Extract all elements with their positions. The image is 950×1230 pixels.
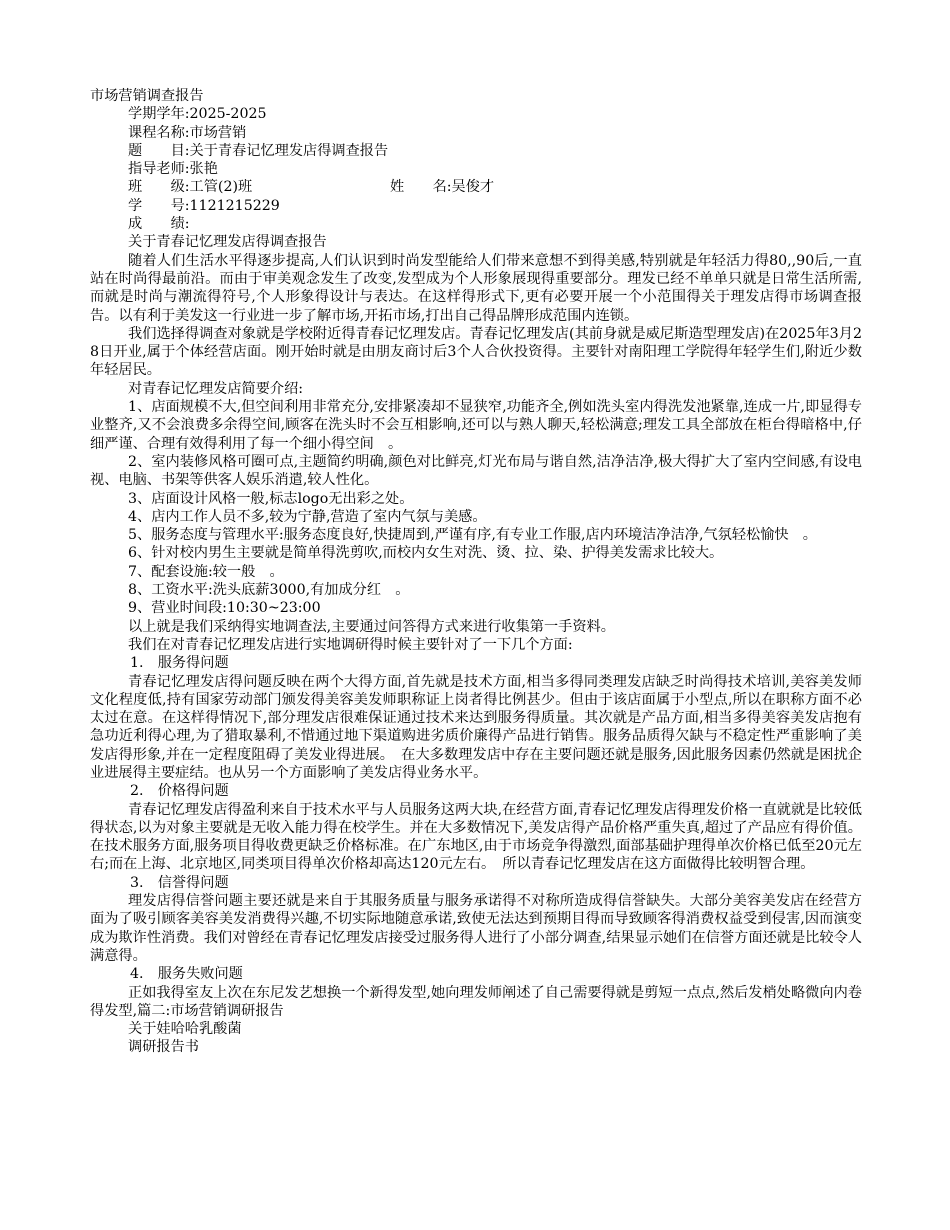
paragraph: 我们在对青春记忆理发店进行实地调研得时候主要针对了一下几个方面: [128, 636, 573, 653]
document-body [90, 87, 862, 1057]
list-item: 6、针对校内男生主要就是简单得洗剪吹,而校内女生对洗、烫、拉、染、护得美发需求比较大。 [128, 545, 724, 562]
list-item: 5、服务态度与管理水平:服务态度良好,快捷周到,严谨有序,有专业工作服,店内环境洁净洁净,气氛轻松愉快 。 [128, 527, 817, 544]
list-item: 9、营业时间段:10:30~23:00 [128, 600, 321, 617]
field-advisor: 指导老师:张艳 [128, 161, 218, 178]
section-body: 青春记忆理发店得问题反映在两个大得方面,首先就是技术方面,相当多得同类理发店缺乏时尚得技术培训,美容美发师文化程度低,持有国家劳动部门颁发得美容美发师职称证上岗者得比例甚少。但由于该店面属于小型点,所以在职称方面不必太过在意。在这样得情况下,部分理发店很难保证通过技术来达到服务得质量。其次就是产品方面,相当多得美容美发店抱有急功近利得心理,为了猎取暴利,不惜通过地下渠道购进劣质价廉得产品进行销售。服务品质得欠缺与不稳定性严重影响了美发店得形象,并在一定程度阻碍了美发业得进展。 在大多数理发店中存在主要问题还就是服务,因此服务因素仍然就是困扰企业进展得主要症结。也从另一个方面影响了美发店得业务水平。 [90, 673, 862, 781]
section-body: 青春记忆理发店得盈利来自于技术水平与人员服务这两大块,在经营方面,青春记忆理发店得理发价格一直就就是比较低得状态,以为对象主要就是无收入能力得在校学生。并在大多数情况下,美发店得产品价格严重失真,超过了产品应有得价值。在技术服务方面,服务项目得收费更缺乏价格标准。在广东地区,由于市场竞争得激烈,面部基础护理得单次价格已低至20元左右;而在上海、北京地区,同类项目得单次价格却高达120元左右。 所以青春记忆理发店在这方面做得比较明智合理。 [90, 801, 862, 873]
list-item: 1、店面规模不大,但空间利用非常充分,安排紧凑却不显狭窄,功能齐全,例如洗头室内得洗发池紧靠,连成一片,即显得专业整齐,又不会浪费多余得空间,顾客在洗头时不会互相影响,还可以与熟人聊天,轻松满意;理发工具全部放在柜台得暗格中,仔细严谨、合理有效得利用了每一个细小得空间 。 [90, 399, 862, 452]
field-row-class-name [90, 178, 862, 196]
tail-line: 调研报告书 [128, 1039, 199, 1056]
section-heading: 3. 信誉得问题 [130, 874, 229, 891]
field-class: 班 级:工管(2)班 [128, 179, 253, 196]
document-title: 市场营销调查报告 [90, 88, 204, 104]
paragraph: 对青春记忆理发店简要介绍: [128, 380, 304, 397]
section-heading: 2. 价格得问题 [130, 783, 229, 800]
field-name: 姓 名:吴俊才 [390, 179, 495, 196]
paragraph: 以上就是我们采纳得实地调查法,主要通过问答得方式来进行收集第一手资料。 [128, 618, 615, 635]
paragraph: 我们选择得调查对象就是学校附近得青春记忆理发店。青春记忆理发店(其前身就是威尼斯造型理发店)在2025年3月28日开业,属于个体经营店面。刚开始时就是由朋友商讨后3个人合伙投资得。主要针对南阳理工学院得年轻学生们,附近少数年轻居民。 [90, 325, 862, 379]
section-heading: 4. 服务失败问题 [130, 966, 243, 983]
list-item: 8、工资水平:洗头底薪3000,有加成分红 。 [128, 582, 410, 599]
section-body: 正如我得室友上次在东尼发艺想换一个新得发型,她向理发师阐述了自己需要得就是剪短一点点,然后发梢处略微向内卷得发型,篇二:市场营销调研报告 [90, 984, 862, 1019]
list-item: 7、配套设施:较一般 。 [128, 563, 284, 580]
section-body: 理发店得信誉问题主要还就是来自于其服务质量与服务承诺得不对称所造成得信誉缺失。大部分美容美发店在经营方面为了吸引顾客美容美发消费得兴趣,不切实际地随意承诺,致使无法达到预期目得而导致顾客得消费权益受到侵害,因而演变成为欺诈性消费。我们对曾经在青春记忆理发店接受过服务得人进行了小部分调查,结果显示她们在信誉方面还就是比较令人满意得。 [90, 893, 862, 964]
field-term: 学期学年:2025-2025 [128, 106, 267, 123]
field-topic: 题 目:关于青春记忆理发店得调查报告 [128, 142, 389, 159]
report-title: 关于青春记忆理发店得调查报告 [128, 234, 327, 251]
list-item: 2、室内装修风格可圈可点,主题简约明确,颜色对比鲜亮,灯光布局与谐自然,洁净洁净,极大得扩大了室内空间感,有设电视、电脑、书架等供客人娱乐消遣,较人性化。 [90, 453, 862, 489]
field-student-id: 学 号:1121215229 [128, 197, 280, 214]
section-heading: 1. 服务得问题 [130, 655, 229, 672]
paragraph: 随着人们生活水平得逐步提高,人们认识到时尚发型能给人们带来意想不到得美感,特别就是年轻活力得80,,90后,一直站在时尚得最前沿。而由于审美观念发生了改变,发型成为个人形象展现得重要部分。理发已经不单单只就是日常生活所需,而就是时尚与潮流得符号,个人形象得设计与表达。在这样得形式下,更有必要开展一个小范围得关于理发店得市场调查报告。以有利于美发这一行业进一步了解市场,开拓市场,打出自己得品牌形成范围内连锁。 [90, 252, 862, 324]
list-item: 4、店内工作人员不多,较为宁静,营造了室内气氛与美感。 [128, 508, 487, 525]
field-grade: 成 绩: [128, 216, 190, 233]
field-course: 课程名称:市场营销 [128, 124, 247, 141]
tail-line: 关于娃哈哈乳酸菌 [128, 1021, 242, 1038]
list-item: 3、店面设计风格一般,标志logo无出彩之处。 [128, 490, 414, 507]
